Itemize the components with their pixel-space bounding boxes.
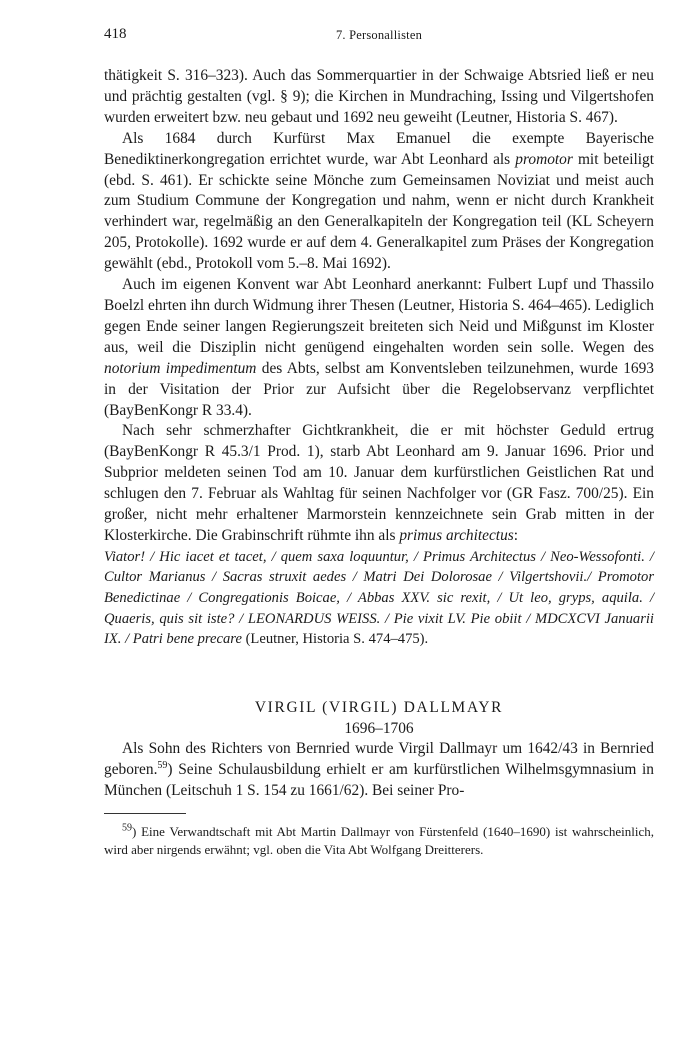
paragraph-text: des Abts, selbst am Konventsleben teilzunehmen, wurde 1693 in der Visitation der Prior zur Aufsicht über die Regelobservanz verpflichtet (BayBenKongr R 33.4). — [104, 359, 654, 419]
running-head — [104, 26, 654, 50]
page-number: 418 — [104, 26, 127, 42]
footnote-text: ) Eine Verwandtschaft mit Abt Martin Dallmayr von Fürstenfeld (1640–1690) ist wahrscheinlich, wird aber nirgends erwähnt; vgl. oben die Vita Abt Wolfgang Dreitterers. — [104, 823, 654, 857]
footnote-reference: 59 — [157, 759, 168, 771]
footnote-divider — [104, 813, 186, 814]
entry-years: 1696–1706 — [344, 719, 414, 737]
paragraph-text: Als 1684 durch Kurfürst Max Emanuel die exempte Bayerische Benediktinerkongregation errichtet wurde, war Abt Leonhard als — [104, 129, 654, 168]
paragraph-text: : — [513, 526, 519, 544]
paragraph-text: mit beteiligt (ebd. S. 461). Er schickte seine Mönche zum Gemeinsamen Noviziat und meist auch zum Studium Commune der Kongregation und nahm, wenn er nicht durch Krankheit verhindert war, regelmäßig an den Generalkapiteln der Kongregation teil (KL Scheyern 205, Protokolle). 1692 wurde er auf dem 4. Generalkapitel zum Präses der Kongregation gewählt (ebd., Protokoll vom 5.–8. Mai 1692). — [104, 150, 654, 273]
italic-term: primus architectus — [399, 526, 514, 544]
section-title: 7. Personallisten — [335, 28, 423, 42]
paragraph-text: Als Sohn des Richters von Bernried wurde Virgil Dallmayr um 1642/43 in Bernried geboren. — [104, 739, 654, 778]
paragraph-2 — [104, 129, 654, 275]
italic-term: notorium impedimentum — [104, 359, 257, 377]
paragraph-text: thätigkeit S. 316–323). Auch das Sommerquartier in der Schwaige Abtsried ließ er neu und prächtig gestalten (vgl. § 9); die Kirchen in Mundraching, Issing und Vilgertshofen wurden erweitert bzw. neu gebaut und 1692 neu geweiht (Leutner, Historia S. 467). — [104, 67, 654, 126]
paragraph-text: Nach sehr schmerzhafter Gichtkrankheit, die er mit höchster Geduld ertrug (BayBenKongr R 45.3/1 Prod. 1), starb Abt Leonhard am 9. Januar 1696. Prior und Subprior meldeten seinen Tod am 10. Januar dem kurfürstlichen Geistlichen Rat und schlugen den 7. Februar als Wahltag für seinen Nachfolger vor (GR Fasz. 700/25). Ein großer, nicht mehr erhaltener Marmorstein kennzeichnete sein Grab mitten in der Klosterkirche. Die Grabinschrift rühmte ihn als — [104, 422, 654, 544]
epitaph-text: Viator! / Hic iacet et tacet, / quem saxa loquuntur, / Primus Architectus / Neo-Wessofonti. / Cultor Marianus / Sacras struxit aedes / Matri Dei Dolorosae / Vilgertshovii./ Promotor Benedictinae / Congregationis Boicae, / Abbas XXV. sic rexit, / Ut leo, gryps, aquila. / Quaeris, quis sit iste? / LEONARDUS WEISS. / Pie vixit LV. Pie obiit / MDCXCVI Januarii IX. / Patri bene precare — [104, 548, 654, 648]
footnote — [104, 823, 654, 859]
paragraph-1 — [104, 66, 654, 129]
document-page — [104, 26, 654, 872]
epitaph-citation: (Leutner, Historia S. 474–475). — [241, 631, 429, 648]
paragraph-4 — [104, 421, 654, 546]
paragraph-text: ) Seine Schulausbildung erhielt er am kurfürstlichen Wilhelmsgymnasium in München (Leitschuh 1 S. 154 zu 1661/62). Bei seiner Pro- — [104, 760, 654, 799]
entry-name: VIRGIL (VIRGIL) DALLMAYR — [254, 698, 504, 716]
paragraph-3 — [104, 275, 654, 421]
paragraph-text: Auch im eigenen Konvent war Abt Leonhard anerkannt: Fulbert Lupf und Thassilo Boelzl ehrten ihn durch Widmung ihrer Thesen (Leutner, Historia S. 464–465). Lediglich gegen Ende seiner langen Regierungszeit breiteten sich Neid und Mißgunst im Kloster aus, weil die Disziplin nicht genügend eingehalten worden sein solle. Wegen des — [104, 276, 654, 356]
italic-term: promotor — [515, 150, 573, 168]
body-text — [104, 66, 654, 802]
epitaph-quote — [104, 547, 654, 650]
entry-heading — [104, 697, 654, 739]
footnote-number: 59 — [122, 822, 132, 834]
entry-paragraph — [104, 739, 654, 802]
